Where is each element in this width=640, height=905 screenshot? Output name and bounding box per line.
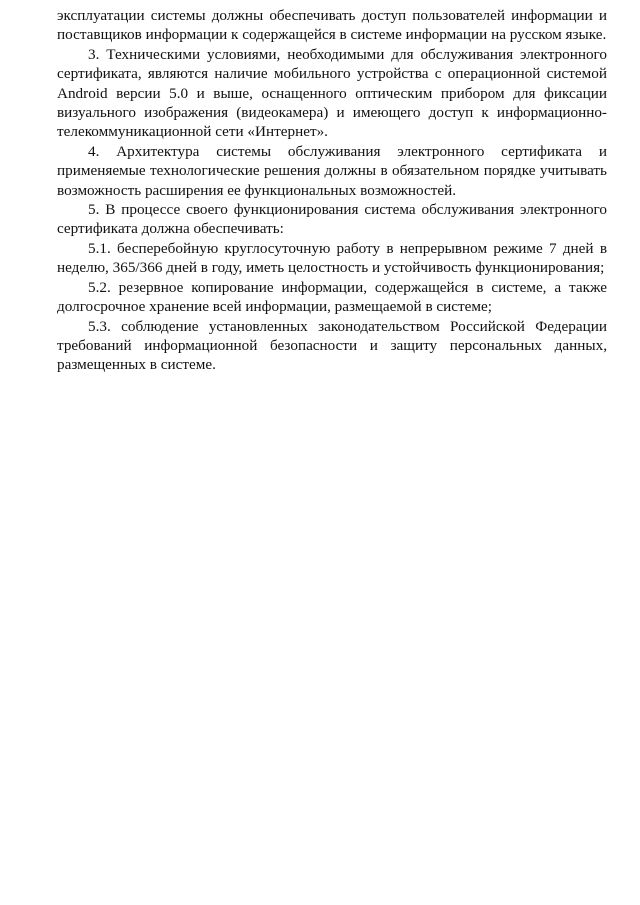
paragraph-5-2: 5.2. резервное копирование информации, содержащейся в системе, а также долгосрочное хранение всей информации, размещаемой в системе; <box>57 278 607 316</box>
document-page <box>57 6 607 375</box>
paragraph-continuation: эксплуатации системы должны обеспечивать доступ пользователей информации и поставщиков информации к содержащейся в системе информации на русском языке. <box>57 7 607 44</box>
paragraph-5-3: 5.3. соблюдение установленных законодательством Российской Федерации требований информационной безопасности и защиту персональных данных, размещенных в системе. <box>57 317 607 374</box>
paragraph-4: 4. Архитектура системы обслуживания электронного сертификата и применяемые технологические решения должны в обязательном порядке учитывать возможность расширения ее функциональных возможностей. <box>57 142 607 199</box>
paragraph-5-1: 5.1. бесперебойную круглосуточную работу в непрерывном режиме 7 дней в неделю, 365/366 дней в году, иметь целостность и устойчивость функционирования; <box>57 239 607 277</box>
paragraph-3: 3. Техническими условиями, необходимыми для обслуживания электронного сертификата, являются наличие мобильного устройства с операционной системой Android версии 5.0 и выше, оснащенного оптическим прибором для фиксации визуального изображения (видеокамера) и имеющего доступ к информационно-телекоммуникационной сети «Интернет». <box>57 45 607 141</box>
paragraph-5: 5. В процессе своего функционирования система обслуживания электронного сертификата должна обеспечивать: <box>57 201 607 238</box>
